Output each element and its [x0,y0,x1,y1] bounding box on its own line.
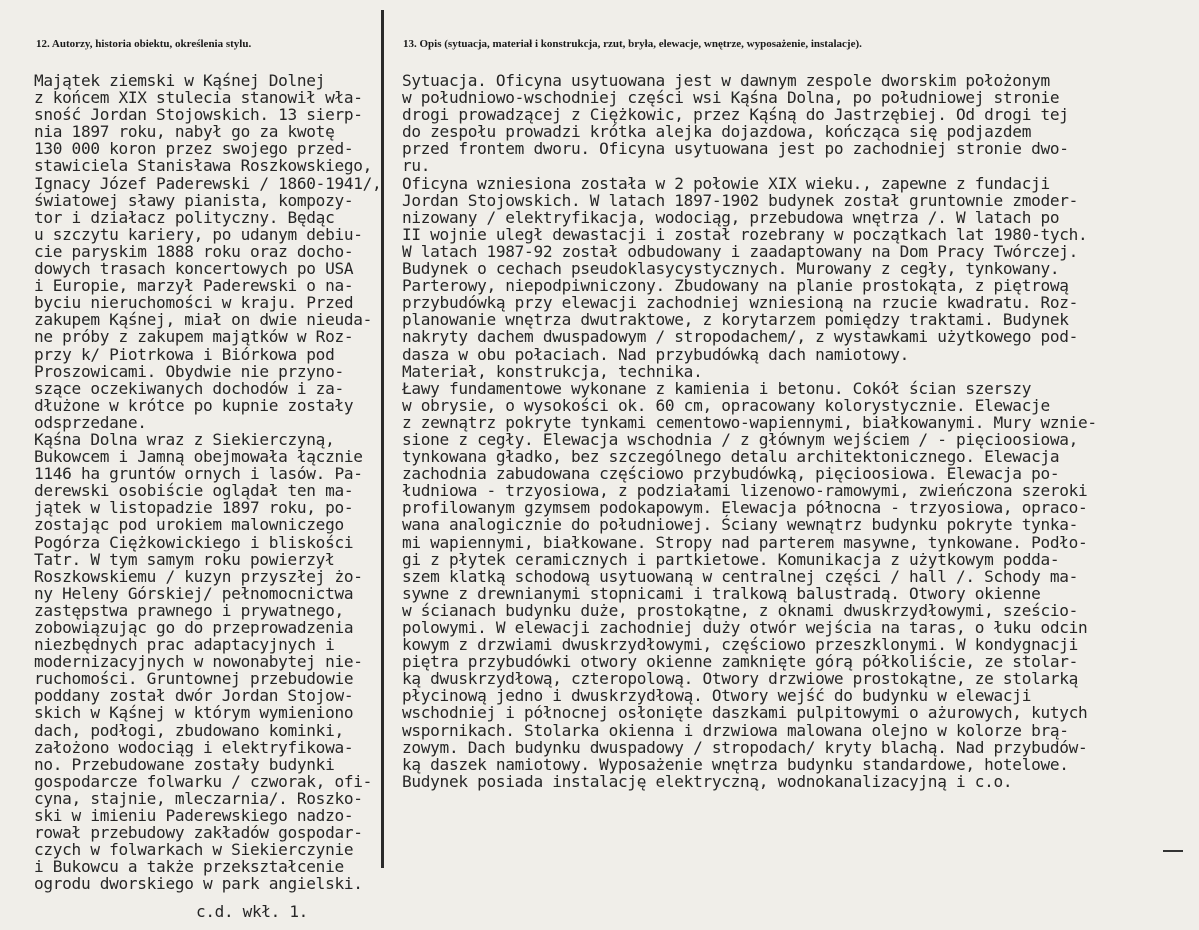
text-line: W latach 1987-92 został odbudowany i zaadaptowany na Dom Pracy Twórczej. [402,241,1079,261]
text-line: światowej sławy pianista, kompozy- [34,190,354,210]
text-line: Kąśna Dolna wraz z Siekierczyną, [34,429,335,449]
text-line: zachodnia zabudowana częściowo przybudówką, pięcioosiowa. Elewacja po- [402,464,1060,484]
text-line: nizowany / elektryfikacja, wodociąg, przebudowa wnętrza /. W latach po [402,207,1060,227]
description-text [402,72,1097,790]
history-text [34,72,381,893]
text-line: przybudówką przy elewacji zachodniej wzniesioną na rzucie kwadratu. Roz- [402,293,1079,313]
text-line: dasza w obu połaciach. Nad przybudówką dach namiotowy. [402,344,910,364]
text-line: założono wodociąg i elektryfikowa- [34,737,354,757]
text-line: z zewnątrz pokryte tynkami cementowo-wapiennymi, białkowanymi. Mury wznie- [402,412,1097,432]
column-divider [381,10,384,868]
text-line: no. Przebudowane zostały budynki [34,754,335,774]
continuation-note: c.d. wkł. 1. [196,902,308,921]
text-line: dach, podłogi, zbudowano kominki, [34,720,344,740]
text-line: stawiciela Stanisława Roszkowskiego, [34,156,373,176]
text-line: zakupem Kąśnej, miał on dwie nieuda- [34,310,373,330]
text-line: i Europie, marzył Paderewski o na- [34,276,354,296]
text-line: Bukowcem i Jamną obejmowała łącznie [34,447,363,467]
text-line: polowymi. W elewacji zachodniej duży otwór wejścia na taras, o łuku odcin [402,618,1088,637]
text-line: planowanie wnętrza dwutraktowe, z korytarzem pomiędzy traktami. Budynek [402,310,1069,330]
text-line: profilowanym gzymsem podokapowym. Elewacja północna - trzyosiowa, opraco- [402,498,1088,518]
text-line: Sytuacja. Oficyna usytuowana jest w dawnym zespole dworskim położonym [402,71,1050,90]
text-line: derewski osobiście oglądał ten ma- [34,481,354,501]
margin-dash [1163,850,1183,852]
text-line: odsprzedane. [34,412,147,432]
text-line: niezbędnych prac adaptacyjnych i [34,635,335,655]
text-line: i Bukowcu a także przekształcenie [34,857,344,877]
text-line: Roszkowskiemu / kuzyn przyszłej żo- [34,566,363,586]
text-line: dowych trasach koncertowych po USA [34,259,354,279]
text-line: ruchomości. Gruntownej przebudowie [34,669,354,689]
text-line: drogi prowadzącej z Ciężkowic, przez Kąśną do Jastrzębiej. Od drogi tej [402,105,1069,125]
text-line: modernizacyjnych w nowonabytej nie- [34,652,363,672]
text-line: wana analogicznie do południowej. Ściany wewnątrz budynku pokryte tynka- [402,515,1079,535]
text-line: skich w Kąśnej w którym wymieniono [34,703,354,723]
text-line: zastępstwa prawnego i prywatnego, [34,600,344,620]
text-line: sność Jordan Stojowskich. 13 sierp- [34,105,363,125]
text-line: z końcem XIX stulecia stanowił wła- [34,88,363,108]
text-line: Ignacy Józef Paderewski / 1860-1941/, [34,173,382,193]
text-line: do zespołu prowadzi krótka alejka dojazdowa, kończąca się podjazdem [402,122,1032,142]
text-line: w obrysie, o wysokości ok. 60 cm, opracowany kolorystycznie. Elewacje [402,395,1050,415]
text-line: ką daszek namiotowy. Wyposażenie wnętrza budynku standardowe, hotelowe. [402,754,1069,774]
text-line: cyna, stajnie, mleczarnia/. Roszko- [34,788,363,808]
section-12-header: 12. Autorzy, historia obiektu, określenia stylu. [36,38,252,50]
text-line: Jordan Stojowskich. W latach 1897-1902 budynek został gruntownie zmoder- [402,190,1079,210]
text-line: przy k/ Piotrkowa i Biórkowa pod [34,344,335,364]
text-line: cie paryskim 1888 roku oraz docho- [34,241,354,261]
text-line: gospodarcze folwarku / czworak, ofi- [34,771,373,791]
text-line: zostając pod urokiem malowniczego [34,515,344,535]
text-line: przed frontem dworu. Oficyna usytuowana jest po zachodniej stronie dwo- [402,139,1069,159]
text-line: dłużone w krótce po kupnie zostały [34,395,354,415]
text-line: ne próby z zakupem majątków w Roz- [34,327,354,347]
text-line: Materiał, konstrukcja, technika. [402,361,703,381]
text-line: ny Heleny Górskiej/ pełnomocnictwa [34,583,354,603]
text-line: 1146 ha gruntów ornych i lasów. Pa- [34,464,363,484]
text-line: Budynek posiada instalację elektryczną, wodnokanalizacyjną i c.o. [402,771,1013,791]
section-13-header: 13. Opis (sytuacja, materiał i konstrukcja, rzut, bryła, elewacje, wnętrze, wyposażenie, instalacje). [403,38,862,50]
text-line: sywne z drewnianymi stopnicami i tralkową balustradą. Otwory okienne [402,583,1041,603]
text-line: w południowo-wschodniej części wsi Kąśna Dolna, po południowej stronie [402,88,1060,108]
text-line: u szczytu kariery, po udanym debiu- [34,224,363,244]
text-line: płycinową jedno i dwuskrzydłową. Otwory wejść do budynku w elewacji [402,686,1032,706]
text-line: sione z cegły. Elewacja wschodnia / z głównym wejściem / - pięcioosiowa, [402,429,1079,449]
text-line: Ławy fundamentowe wykonane z kamienia i betonu. Cokół ścian szerszy [402,378,1032,398]
text-line: Parterowy, niepodpiwniczony. Zbudowany na planie prostokąta, z piętrową [402,276,1069,296]
text-line: gi z płytek ceramicznych i partkietowe. Komunikacja z użytkowym podda- [402,549,1060,569]
text-line: wspornikach. Stolarka okienna i drzwiowa malowana olejno w kolorze brą- [402,720,1069,740]
text-line: łudniowa - trzyosiowa, z podziałami lizenowo-ramowymi, zwieńczona szeroki [402,481,1088,501]
text-line: nakryty dachem dwuspadowym / stropodachem/, z wystawkami użytkowego pod- [402,327,1079,347]
text-line: mi wapiennymi, białkowane. Stropy nad parterem masywne, tynkowane. Podło- [402,532,1088,552]
text-line: Tatr. W tym samym roku powierzył [34,549,335,569]
text-line: piętra przybudówki otwory okienne zamknięte górą półkoliście, ze stolar- [402,652,1079,672]
text-line: kowym z drzwiami dwuskrzydłowymi, częściowo przeszklonymi. W kondygnacji [402,635,1079,655]
text-line: Oficyna wzniesiona została w 2 połowie XIX wieku., zapewne z fundacji [402,173,1050,193]
text-line: jątek w listopadzie 1897 roku, po- [34,498,354,518]
text-line: czych w folwarkach w Siekierczynie [34,840,354,860]
text-line: szące oczekiwanych dochodów i za- [34,378,344,398]
text-line: poddany został dwór Jordan Stojow- [34,686,354,706]
text-line: zowym. Dach budynku dwuspadowy / stropodach/ kryty blachą. Nad przybudów- [402,737,1088,757]
text-line: tor i działacz polityczny. Będąc [34,207,335,227]
text-line: tynkowana gładko, bez szczególnego detalu architektonicznego. Elewacja [402,447,1060,467]
text-line: 130 000 koron przez swojego przed- [34,139,354,159]
text-line: Proszowicami. Obydwie nie przyno- [34,361,344,381]
text-line: wschodniej i północnej osłonięte daszkami pulpitowymi o ażurowych, kutych [402,703,1088,723]
text-line: ru. [402,156,431,176]
text-line: nia 1897 roku, nabył go za kwotę [34,122,335,142]
text-line: Majątek ziemski w Kąśnej Dolnej [34,71,326,90]
text-line: szem klatką schodową usytuowaną w centralnej części / hall /. Schody ma- [402,566,1079,586]
text-line: w ścianach budynku duże, prostokątne, z oknami dwuskrzydłowymi, sześcio- [402,600,1079,620]
text-line: rował przebudowy zakładów gospodar- [34,823,363,843]
text-line: II wojnie uległ dewastacji i został rozebrany w początkach lat 1980-tych. [402,224,1088,244]
text-line: Pogórza Ciężkowickiego i bliskości [34,532,354,552]
text-line: ogrodu dworskiego w park angielski. [34,874,363,894]
text-line: ski w imieniu Paderewskiego nadzo- [34,806,354,826]
text-line: ką dwuskrzydłową, czteropolową. Otwory drzwiowe prostokątne, ze stolarką [402,669,1079,689]
text-line: zobowiązując go do przeprowadzenia [34,618,354,637]
text-line: byciu nieruchomości w kraju. Przed [34,293,354,313]
text-line: Budynek o cechach pseudoklasycystycznych. Murowany z cegły, tynkowany. [402,259,1060,279]
